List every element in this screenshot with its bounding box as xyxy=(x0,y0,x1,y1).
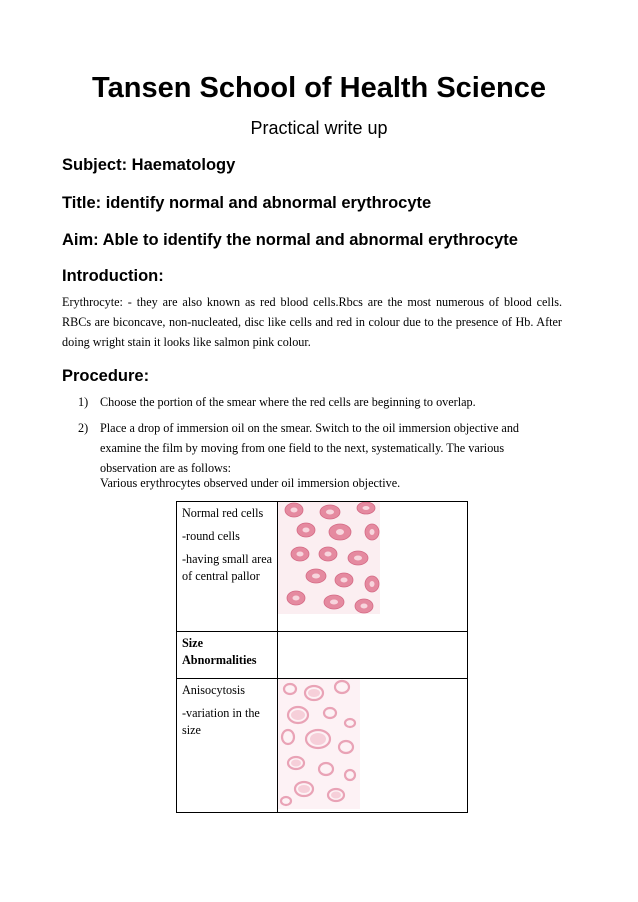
normal-cells-image-cell xyxy=(278,502,468,632)
procedure-item-text: Place a drop of immersion oil on the smear. Switch to the oil immersion objective and examine the film by moving from one field to the next, systematically. The various observation are as follows: xyxy=(100,421,520,475)
size-abnormalities-empty-cell xyxy=(278,632,468,679)
normal-cells-label-cell xyxy=(177,502,278,632)
table-row xyxy=(177,502,468,632)
procedure-heading: Procedure: xyxy=(62,367,150,385)
size-abnormalities-heading: Size Abnormalities xyxy=(182,636,257,667)
normal-cells-title: Normal red cells xyxy=(182,506,264,520)
erythrocyte-table xyxy=(176,501,468,813)
procedure-item xyxy=(78,418,548,478)
size-abnormalities-label-cell xyxy=(177,632,278,679)
aim-heading: Aim: Able to identify the normal and abnormal erythrocyte xyxy=(62,231,518,249)
procedure-item xyxy=(78,392,548,412)
anisocytosis-smear-image xyxy=(278,679,360,809)
procedure-item-text: Choose the portion of the smear where the red cells are beginning to overlap. xyxy=(100,395,476,409)
normal-cells-point: -round cells xyxy=(182,529,240,543)
subject-heading: Subject: Haematology xyxy=(62,156,236,174)
title-heading: Title: identify normal and abnormal erythrocyte xyxy=(62,194,432,212)
table-row xyxy=(177,679,468,813)
procedure-item-number: 1) xyxy=(78,395,89,409)
page-subtitle: Practical write up xyxy=(250,118,388,138)
introduction-text: Erythrocyte: - they are also known as red blood cells.Rbcs are the most numerous of blood cells. RBCs are biconcave, non-nucleated, disc like cells and red in colour due to the presence of Hb. After doing wright stain it looks like salmon pink colour. xyxy=(62,295,562,349)
normal-cells-point: -having small area of central pallor xyxy=(182,552,273,583)
anisocytosis-label-cell xyxy=(177,679,278,813)
procedure-item-number: 2) xyxy=(78,421,89,435)
table-row xyxy=(177,632,468,679)
normal-rbc-smear-image xyxy=(278,502,380,614)
anisocytosis-image-cell xyxy=(278,679,468,813)
page-title: Tansen School of Health Science xyxy=(92,72,546,104)
introduction-heading: Introduction: xyxy=(62,267,164,285)
procedure-note: Various erythrocytes observed under oil immersion objective. xyxy=(100,476,401,490)
procedure-list xyxy=(78,392,548,478)
anisocytosis-point: -variation in the size xyxy=(182,706,260,737)
anisocytosis-title: Anisocytosis xyxy=(182,683,245,697)
